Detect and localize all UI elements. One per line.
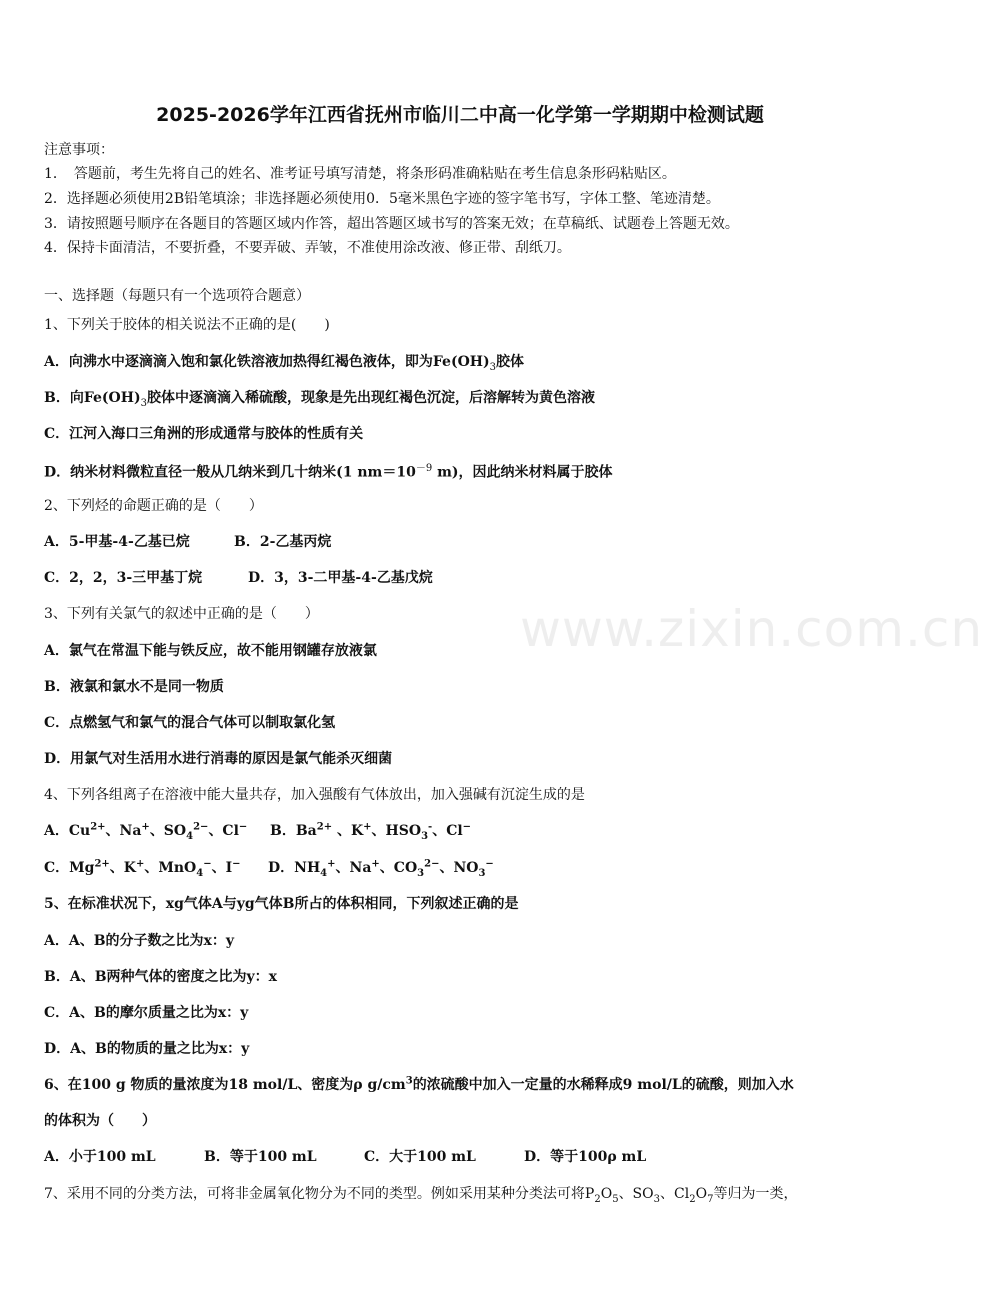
question-6-option-c: C．大于100 mL	[364, 1149, 476, 1165]
subscript: 3	[653, 1193, 661, 1205]
question-5-stem: 5、在标准状况下，xg气体A与yg气体B所占的体积相同，下列叙述正确的是	[44, 896, 519, 912]
stem-text: O	[600, 1186, 613, 1202]
stem-text: 、Cl	[660, 1186, 690, 1202]
question-1-option-d	[44, 459, 613, 482]
option-label: B．	[270, 823, 296, 839]
question-4-stem: 4、下列各组离子在溶液中能大量共存，加入强酸有气体放出，加入强碱有沉淀生成的是	[44, 787, 585, 803]
subscript: 2	[689, 1193, 696, 1205]
question-3-option-b: B．液氯和氯水不是同一物质	[44, 679, 224, 695]
question-5-option-b: B．A、B两种气体的密度之比为y：x	[44, 969, 278, 985]
option-label: D．	[268, 860, 295, 876]
subscript: 3	[140, 397, 147, 409]
question-2-option-b: B．2-乙基丙烷	[234, 534, 332, 550]
question-6-stem-cont: 的体积为（ ）	[44, 1113, 156, 1129]
question-3-option-d: D．用氯气对生活用水进行消毒的原因是氯气能杀灭细菌	[44, 751, 393, 767]
question-6-option-a: A．小于100 mL	[44, 1149, 156, 1165]
question-2-option-a: A．5-甲基-4-乙基已烷	[44, 534, 190, 550]
stem-text: 7、采用不同的分类方法，可将非金属氧化物分为不同的类型。例如采用某种分类法可将P	[44, 1186, 595, 1202]
option-text: A．向沸水中逐滴滴入饱和氯化铁溶液加热得红褐色液体，即为Fe(OH)	[44, 354, 490, 370]
subscript: 2	[594, 1193, 601, 1205]
superscript: －9	[415, 463, 433, 474]
question-2-option-c: C．2，2，3-三甲基丁烷	[44, 570, 203, 586]
watermark: www.zixin.com.cn	[520, 600, 983, 658]
stem-text: 、SO	[618, 1186, 654, 1202]
option-text: m)，因此纳米材料属于胶体	[432, 464, 613, 481]
question-5-option-c: C．A、B的摩尔质量之比为x：y	[44, 1005, 249, 1021]
question-4-option-d: D．$NH_4^+$、Na+、$CO_3^{2-}$、$NO_3^-$	[268, 858, 494, 879]
question-2-stem: 2、下列烃的命题正确的是（ ）	[44, 498, 263, 514]
subscript: 7	[707, 1193, 714, 1205]
stem-text: 6、在100 g 物质的量浓度为18 mol/L、密度为ρ g/cm	[44, 1077, 406, 1093]
stem-text: O	[695, 1186, 708, 1202]
page-title: 2025-2026学年江西省抚州市临川二中高一化学第一学期期中检测试题	[156, 104, 764, 126]
question-3-option-a: A．氯气在常温下能与铁反应，故不能用钢罐存放液氯	[44, 643, 377, 659]
question-3-stem: 3、下列有关氯气的叙述中正确的是（ ）	[44, 606, 319, 622]
stem-text: 等归为一类，	[713, 1186, 798, 1202]
question-5-option-d: D．A、B的物质的量之比为x：y	[44, 1041, 250, 1057]
question-4-option-c: C．$Mg^{2+}$、K+、MnO$_4$−、I−	[44, 858, 241, 879]
notice-item-4: 4．保持卡面清洁，不要折叠，不要弄破、弄皱，不准使用涂改液、修正带、刮纸刀。	[44, 240, 571, 256]
question-6-option-d: D．等于100ρ mL	[524, 1149, 647, 1165]
notice-heading: 注意事项：	[44, 142, 114, 158]
subscript: 3	[489, 361, 496, 373]
option-text: 胶体	[496, 354, 524, 370]
question-4-option-b: B．$Ba^{2+}$ 、K+、$HSO_3^-$、Cl−	[270, 821, 472, 842]
notice-item-2: 2．选择题必须使用2B铅笔填涂；非选择题必须使用0．5毫米黑色字迹的签字笔书写，字体工整、笔迹清楚。	[44, 191, 720, 207]
question-1-option-b	[44, 387, 595, 409]
option-text: B．向Fe(OH)	[44, 390, 141, 406]
question-1-stem: 1、下列关于胶体的相关说法不正确的是( )	[44, 317, 330, 333]
question-4-option-a: A．$Cu^{2+}$、Na+、$SO_4^{2-}$、Cl−	[44, 821, 248, 842]
question-6-option-b: B．等于100 mL	[204, 1149, 317, 1165]
section-heading: 一、选择题（每题只有一个选项符合题意）	[44, 288, 310, 304]
notice-item-3: 3．请按照题号顺序在各题目的答题区域内作答，超出答题区域书写的答案无效；在草稿纸、试题卷上答题无效。	[44, 216, 739, 232]
question-3-option-c: C．点燃氢气和氯气的混合气体可以制取氯化氢	[44, 715, 336, 731]
option-text: 胶体中逐滴滴入稀硫酸，现象是先出现红褐色沉淀，后溶解转为黄色溶液	[146, 390, 595, 406]
question-1-option-c: C．江河入海口三角洲的形成通常与胶体的性质有关	[44, 426, 364, 442]
option-text: D．纳米材料微粒直径一般从几纳米到几十纳米(1 nm＝10	[44, 464, 416, 481]
stem-text: 的浓硫酸中加入一定量的水稀释成9 mol/L的硫酸，则加入水	[412, 1077, 794, 1093]
option-label: C．	[44, 860, 70, 876]
question-2-option-d: D．3，3-二甲基-4-乙基戊烷	[248, 570, 433, 586]
notice-item-1: 1． 答题前，考生先将自己的姓名、准考证号填写清楚，将条形码准确粘贴在考生信息条形码粘贴区。	[44, 166, 676, 182]
question-5-option-a: A．A、B的分子数之比为x：y	[44, 933, 235, 949]
superscript: 3	[405, 1075, 413, 1087]
question-6-stem	[44, 1074, 794, 1094]
subscript: 5	[612, 1193, 619, 1205]
question-7-stem	[44, 1183, 797, 1205]
question-1-option-a	[44, 351, 524, 373]
option-label: A．	[44, 823, 69, 839]
